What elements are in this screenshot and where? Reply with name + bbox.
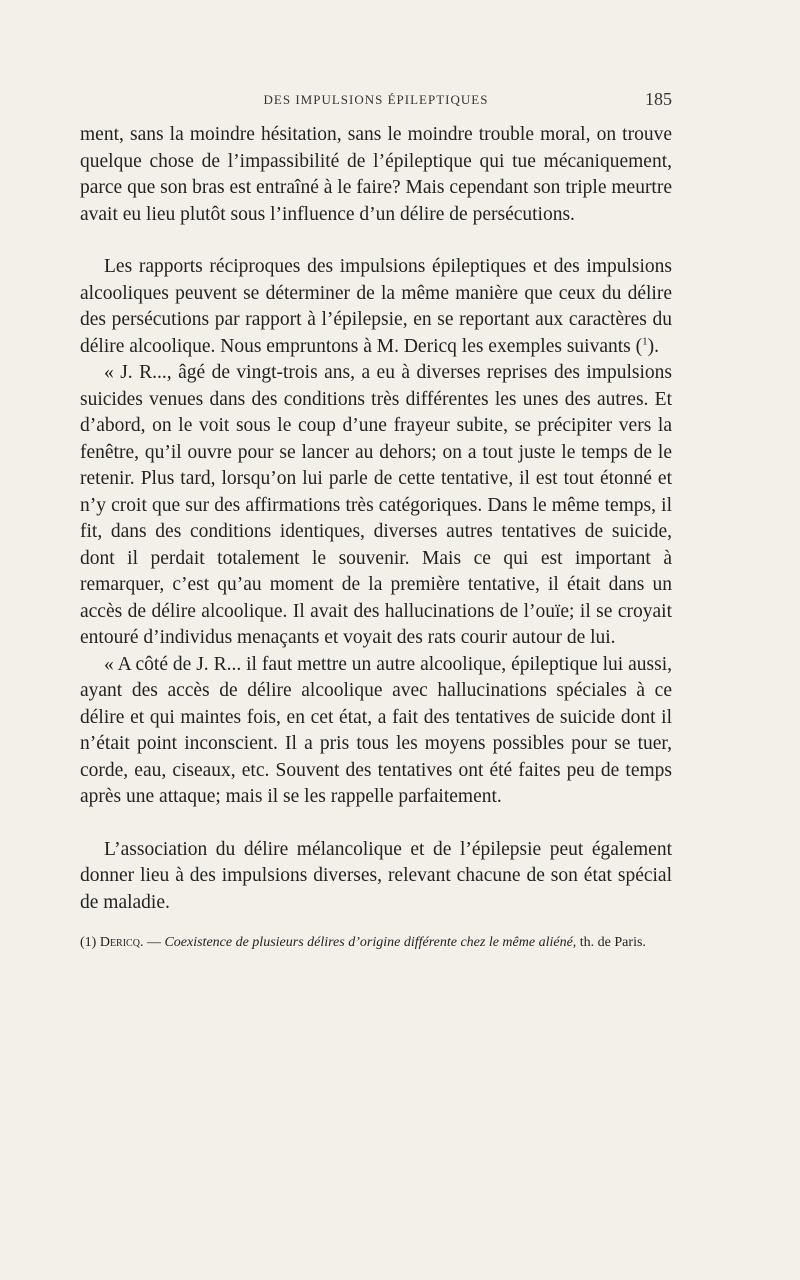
footnote-reference: ($^1$). [635,335,659,357]
running-title: DES IMPULSIONS ÉPILEPTIQUES [263,92,489,107]
paragraph [80,254,672,360]
footnote-rest: th. de Paris. [579,935,646,950]
page [80,88,672,952]
footnote-author: Dericq. [99,935,144,950]
running-header [80,88,672,110]
paragraph: « J. R..., âgé de vingt-trois ans, a eu à diverses reprises des impulsions suicides venues dans des conditions très différentes les unes des autres. Et d’abord, on le voit sous le coup d’une frayeur subite, se précipiter vers la fenêtre, qu’il ouvre pour se lancer au dehors; on a tout juste le temps de le retenir. Plus tard, lorsqu’on lui parle de cette tentative, il est tout étonné et n’y croit que sur des affirmations très catégoriques. Dans le même temps, il fit, dans des conditions identiques, diverses autres tentatives de suicide, dont il perdait totalement le souvenir. Mais ce qui est important à remarquer, c’est qu’au moment de la première tentative, il était dans un accès de délire alcoolique. Il avait des hallucinations de l’ouïe; il se croyait entouré d’individus menaçants et voyait des rats courir autour de lui. [80,362,672,648]
body-text [80,122,672,916]
page-number: 185 [645,89,672,109]
paragraph: L’association du délire mélancolique et de l’épilepsie peut également donner lieu à des impulsions diverses, relevant chacune de son état spécial de maladie. [80,838,672,913]
paragraph-text: Les rapports réciproques des impulsions épileptiques et des impulsions alcooliques peuvent se déterminer de la même manière que ceux du délire des persécutions par rapport à l’épilepsie, en se reportant aux caractères du délire alcoolique. Nous empruntons à M. Dericq les exemples suivants [80,256,672,357]
paragraph: ment, sans la moindre hésitation, sans le moindre trouble moral, on trouve quelque chose de l’impassibilité de l’épileptique qui tue mécaniquement, parce que son bras est entraîné à le faire? Mais cependant son triple meurtre avait eu lieu plutôt sous l’influence d’un délire de persécutions. [80,124,672,225]
footnote [80,934,672,952]
footnote-marker: (1) [80,935,97,950]
footnote-dash: — [146,935,161,950]
paragraph: « A côté de J. R... il faut mettre un autre alcoolique, épileptique lui aussi, ayant des accès de délire alcoolique avec hallucinations spéciales à ce délire et qui maintes fois, en cet état, a fait des tentatives de suicide dont il n’était point inconscient. Il a pris tous les moyens possibles pour se tuer, corde, eau, ciseaux, etc. Souvent des tentatives ont été faites peu de temps après une attaque; mais il se les rappelle parfaitement. [80,653,672,807]
footnote-title: Coexistence de plusieurs délires d’origine différente chez le même aliéné, [164,935,577,950]
